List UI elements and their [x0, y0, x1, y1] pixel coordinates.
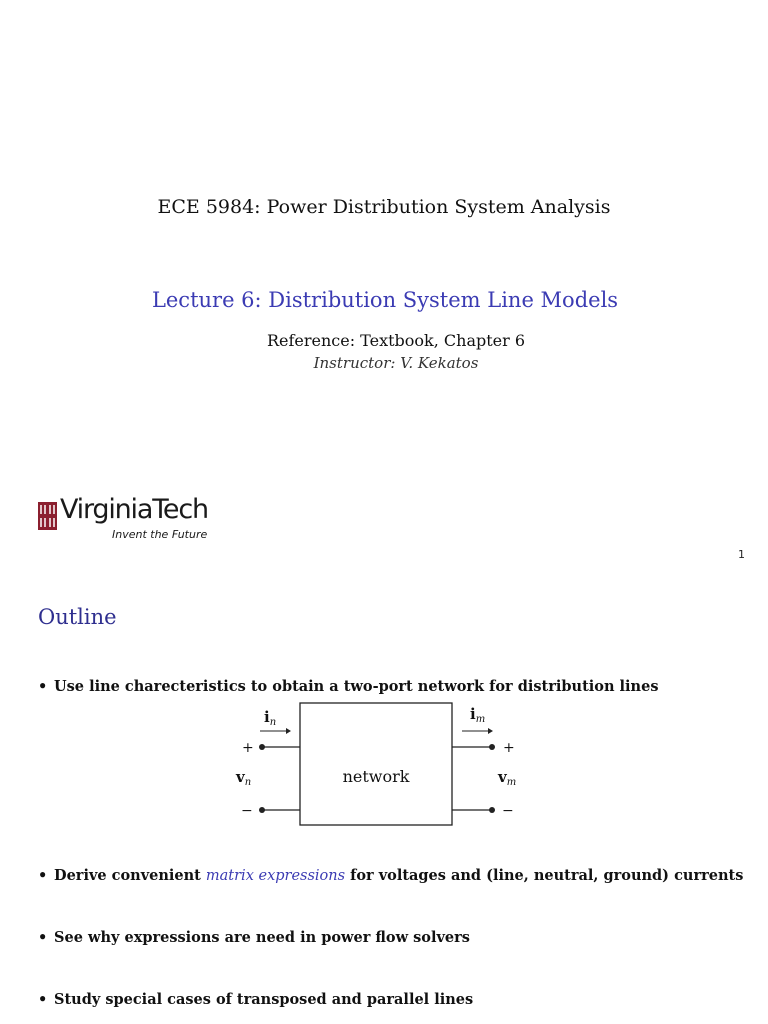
bullet-dot: • [38, 678, 48, 695]
current-in-arrowhead [286, 728, 291, 734]
network-label: network [342, 767, 410, 786]
bullet-2-suffix: for voltages and (line, neutral, ground) currents [345, 867, 744, 884]
bullet-1 [38, 678, 658, 695]
virginia-tech-logo [38, 494, 238, 546]
instructor-line: Instructor: V. Kekatos [313, 354, 479, 372]
current-out-arrowhead [488, 728, 493, 734]
vt-shield-icon [38, 502, 57, 530]
page-number: 1 [738, 548, 745, 561]
bullet-dot: • [38, 929, 48, 946]
bullet-2-prefix: Derive convenient [54, 867, 206, 884]
bullet-4 [38, 991, 473, 1008]
right-minus-sign: − [502, 803, 514, 819]
left-top-terminal [259, 744, 265, 750]
current-out-label: $i_m$ [470, 705, 486, 725]
current-in-label: $i_n$ [264, 708, 277, 728]
voltage-out-label: $v_m$ [498, 768, 517, 788]
right-bottom-terminal [489, 807, 495, 813]
logo-tagline: Invent the Future [112, 528, 208, 541]
voltage-in-label: $v_n$ [236, 768, 252, 788]
bullet-dot: • [38, 867, 48, 884]
bullet-3-text: See why expressions are need in power flow solvers [54, 929, 470, 946]
right-plus-sign: + [503, 740, 515, 756]
course-title: ECE 5984: Power Distribution System Analysis [157, 196, 611, 218]
logo-wordmark: VirginiaTech [60, 494, 208, 525]
outline-title: Outline [38, 605, 117, 629]
bullet-3 [38, 929, 470, 946]
bullet-2-highlight: matrix expressions [205, 868, 346, 884]
network-box [300, 703, 452, 825]
bullet-1-text: Use line charecteristics to obtain a two-port network for distribution lines [54, 678, 659, 695]
bullet-2 [38, 867, 743, 884]
bullet-dot: • [38, 991, 48, 1008]
reference-line: Reference: Textbook, Chapter 6 [266, 331, 526, 350]
two-port-network-diagram [230, 700, 540, 835]
left-plus-sign: + [242, 740, 254, 756]
right-top-terminal [489, 744, 495, 750]
left-minus-sign: − [241, 803, 253, 819]
bullet-4-text: Study special cases of transposed and parallel lines [54, 991, 474, 1008]
left-bottom-terminal [259, 807, 265, 813]
lecture-title: Lecture 6: Distribution System Line Models [151, 288, 619, 312]
